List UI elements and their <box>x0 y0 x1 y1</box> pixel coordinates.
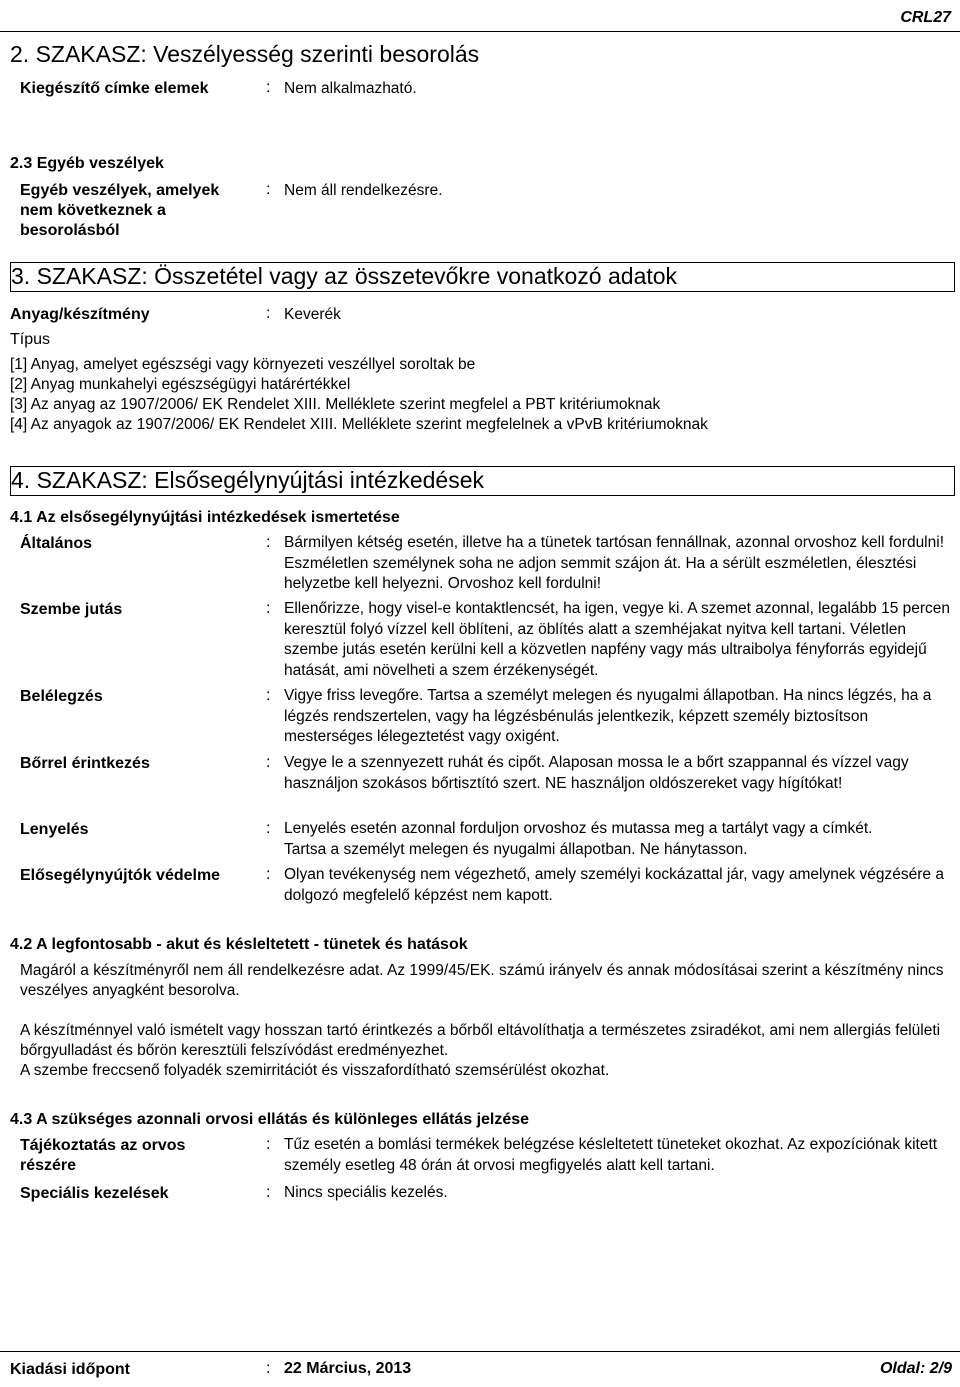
colon: : <box>266 687 271 704</box>
first-aid-protection-label: Elősegélynyújtók védelme <box>20 867 221 884</box>
document-code: CRL27 <box>900 9 951 26</box>
colon: : <box>266 1136 271 1153</box>
issue-date-label: Kiadási időpont <box>10 1361 130 1378</box>
note-4: [4] Az anyagok az 1907/2006/ EK Rendelet XIII. Melléklete szerint megfelelnek a vPvB kritériumoknak <box>10 416 708 433</box>
type-label: Típus <box>10 331 51 348</box>
section4-1-title: 4.1 Az elsősegélynyújtási intézkedések ismertetése <box>10 509 400 526</box>
note-2: [2] Anyag munkahelyi egészségügyi határértékkel <box>10 376 351 393</box>
first-aid-general-value: Bármilyen kétség esetén, illetve ha a tünetek tartósan fennállnak, azonnal orvoshoz kell fordulni! Eszméletlen személynek soha ne adjon semmit szájon át. Ha a sérült eszméletlen, élesztési helyzetbe kell helyezni. Orvoshoz kell fordulni! <box>284 534 944 592</box>
colon: : <box>266 1360 271 1377</box>
note-1: [1] Anyag, amelyet egészségi vagy környezeti veszéllyel soroltak be <box>10 356 476 373</box>
substance-type-label: Anyag/készítmény <box>10 306 150 323</box>
note-3: [3] Az anyag az 1907/2006/ EK Rendelet XIII. Melléklete szerint megfelel a PBT kritériumoknak <box>10 396 661 413</box>
page-number: Oldal: 2/9 <box>879 1360 952 1377</box>
colon: : <box>266 534 271 551</box>
first-aid-inhalation-label: Belélegzés <box>20 688 103 705</box>
special-treatment-value: Nincs speciális kezelés. <box>284 1184 448 1201</box>
extra-value: Nem alkalmazható. <box>284 80 417 97</box>
other-hazards-value: Nem áll rendelkezésre. <box>284 182 443 199</box>
section2-title: 2. SZAKASZ: Veszélyesség szerinti besorolás <box>10 41 480 67</box>
doctor-info-label: Tájékoztatás az orvos részére <box>20 1137 186 1174</box>
colon: : <box>266 754 271 771</box>
section3-title: 3. SZAKASZ: Összetétel vagy az összetevőkre vonatkozó adatok <box>11 263 678 289</box>
symptoms-paragraph-1: Magáról a készítményről nem áll rendelkezésre adat. Az 1999/45/EK. számú irányelv és annak módosításai szerint a készítmény nincs veszélyes anyagként besorolva. <box>20 962 944 999</box>
colon: : <box>266 1184 271 1201</box>
first-aid-ingestion-label: Lenyelés <box>20 821 89 838</box>
section4-3-title: 4.3 A szükséges azonnali orvosi ellátás és különleges ellátás jelzése <box>10 1111 530 1128</box>
first-aid-eye-value: Ellenőrizze, hogy visel-e kontaktlencsét, ha igen, vegye ki. A szemet azonnal, legalább 15 percen keresztül folyó vízzel kell öblíteni, az öblítés alatt a szemhéjakat nyitva kell tartani. Véletlen szembe jutás esetén kerülni kell a közvetlen napfény vagy más ultraibolya fényforrás egyidejű hatását, ami növelheti a szem érzékenységét. <box>284 600 951 679</box>
first-aid-skin-value: Vegye le a szennyezett ruhát és cipőt. Alaposan mossa le a bőrt szappannal és vízzel vagy használjon szokásos bőrtisztító szert. NE használjon oldószereket vagy hígítókat! <box>284 754 909 792</box>
header-rule <box>0 31 960 32</box>
colon: : <box>266 79 271 96</box>
other-hazards-label: Egyéb veszélyek, amelyek nem következnek a besorolásból <box>20 182 220 239</box>
symptoms-paragraph-2: A készítménnyel való ismételt vagy hosszan tartó érintkezés a bőrből eltávolíthatja a természetes zsiradékot, ami nem allergiás felületi bőrgyulladást és bőrön keresztüli felszívódást eredményezhet. <box>20 1022 941 1059</box>
substance-type-value: Keverék <box>284 306 341 323</box>
colon: : <box>266 600 271 617</box>
colon: : <box>266 181 271 198</box>
first-aid-general-label: Általános <box>20 535 93 552</box>
first-aid-protection-value: Olyan tevékenység nem végezhető, amely személyi kockázattal jár, vagy amelynek végzésére a dolgozó megfelelő képzést nem kapott. <box>284 866 944 904</box>
first-aid-ingestion-value: Lenyelés esetén azonnal forduljon orvoshoz és mutassa meg a tartályt vagy a címkét. Tartsa a személyt melegen és nyugalmi állapotban. Ne hánytasson. <box>284 820 873 858</box>
footer-rule <box>0 1351 960 1352</box>
first-aid-eye-label: Szembe jutás <box>20 601 123 618</box>
section2-3-title: 2.3 Egyéb veszélyek <box>10 155 164 172</box>
extra-label: Kiegészítő címke elemek <box>20 80 209 97</box>
special-treatment-label: Speciális kezelések <box>20 1185 169 1202</box>
colon: : <box>266 820 271 837</box>
section4-2-title: 4.2 A legfontosabb - akut és késleltetett - tünetek és hatások <box>10 936 468 953</box>
colon: : <box>266 305 271 322</box>
section4-header <box>10 466 955 496</box>
issue-date-value: 22 Március, 2013 <box>284 1360 412 1377</box>
first-aid-skin-label: Bőrrel érintkezés <box>20 755 150 772</box>
section4-title: 4. SZAKASZ: Elsősegélynyújtási intézkedések <box>11 467 485 493</box>
symptoms-paragraph-3: A szembe freccsenő folyadék szemirritációt és visszafordítható szemsérülést okozhat. <box>20 1062 610 1079</box>
doctor-info-value: Tűz esetén a bomlási termékek belégzése késleltetett tüneteket okozhat. Az expozíciónak kitett személy esetleg 48 órán át orvosi megfigyelés alatt kell tartani. <box>284 1136 938 1174</box>
colon: : <box>266 866 271 883</box>
first-aid-inhalation-value: Vigye friss levegőre. Tartsa a személyt melegen és nyugalmi állapotban. Ha nincs légzés, ha a légzés rendszertelen, vagy ha légzésbénulás jelentkezik, képzett személy biztosítson mesterséges lélegeztetést vagy oxigént. <box>284 687 932 745</box>
section3-header <box>10 262 955 292</box>
